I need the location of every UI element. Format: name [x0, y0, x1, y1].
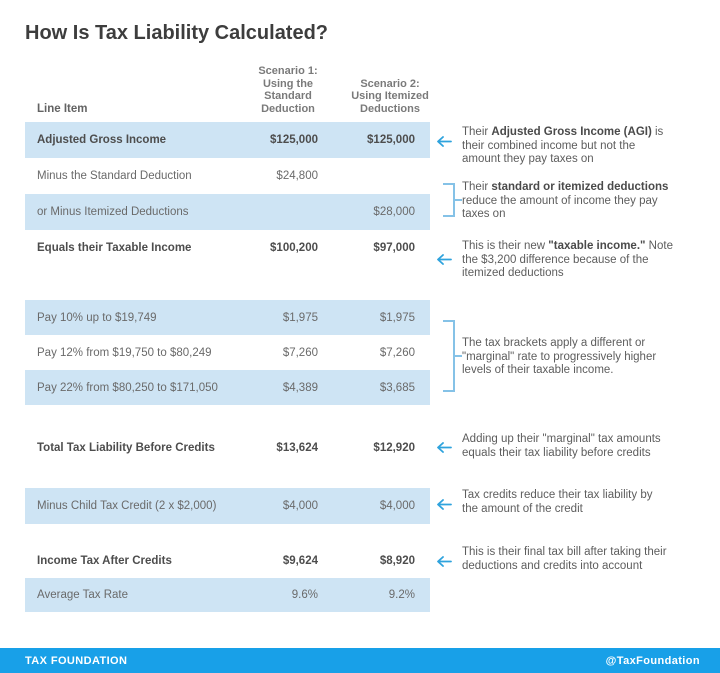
table-group [25, 488, 430, 524]
table-row [25, 578, 430, 612]
scenario2-value: $4,000 [379, 500, 415, 512]
scenario2-value: $12,920 [373, 442, 415, 454]
row-label: Minus Child Tax Credit (2 x $2,000) [37, 500, 217, 512]
scenario1-value: $4,000 [282, 500, 318, 512]
left-arrow-icon [435, 440, 452, 458]
scenario1-value: $4,389 [282, 381, 318, 394]
annotation-text: Their Adjusted Gross Income (AGI) is their combined income but not the amount they pay taxes on [462, 126, 664, 165]
row-label: Average Tax Rate [37, 589, 128, 601]
table-row [25, 300, 430, 335]
row-label: Total Tax Liability Before Credits [37, 442, 215, 454]
column-header-line-item: Line Item [37, 102, 88, 115]
left-arrow-icon [435, 554, 452, 572]
scenario1-value: $125,000 [270, 134, 318, 146]
scenario1-value: $9,624 [282, 555, 318, 567]
table-group [25, 300, 430, 405]
tax-table [25, 65, 430, 612]
table-group [25, 122, 430, 266]
left-arrow-icon [435, 252, 452, 270]
scenario1-value: $7,260 [282, 346, 318, 359]
footer-bar [0, 648, 720, 673]
scenario1-value: $100,200 [270, 242, 318, 254]
table-group [25, 544, 430, 612]
scenario1-value: 9.6% [291, 589, 318, 601]
page-title: How Is Tax Liability Calculated? [25, 22, 329, 44]
table-row [25, 158, 430, 194]
table-row [25, 544, 430, 578]
row-label: Income Tax After Credits [37, 555, 172, 567]
scenario2-value: $7,260 [379, 346, 415, 359]
scenario2-value: $3,685 [379, 381, 415, 394]
table-row [25, 430, 430, 466]
annotation-text: Adding up their "marginal" tax amounts equals their tax liability before credits [462, 433, 661, 459]
table-row [25, 230, 430, 266]
table-header [25, 65, 430, 122]
brand-name: TAX FOUNDATION [25, 654, 128, 667]
bracket-icon [443, 320, 455, 392]
scenario1-value: $1,975 [282, 311, 318, 324]
table-row [25, 370, 430, 405]
column-header-scenario1: Scenario 1: Using the Standard Deduction [258, 65, 318, 115]
table-row [25, 488, 430, 524]
annotation-text: Tax credits reduce their tax liability by the amount of the credit [462, 489, 653, 515]
table-row [25, 335, 430, 370]
row-label: Equals their Taxable Income [37, 242, 192, 254]
scenario1-value: $13,624 [276, 442, 318, 454]
annotation-text: Their standard or itemized deductions reduce the amount of income they pay taxes on [462, 181, 669, 220]
table-row [25, 194, 430, 230]
scenario2-value: 9.2% [388, 589, 415, 601]
row-label: Pay 22% from $80,250 to $171,050 [37, 381, 218, 394]
twitter-handle[interactable]: @TaxFoundation [605, 654, 700, 667]
annotation-text: The tax brackets apply a different or "marginal" rate to progressively higher levels of their taxable income. [462, 337, 657, 376]
scenario2-value: $125,000 [367, 134, 415, 146]
row-label: Adjusted Gross Income [37, 134, 167, 146]
column-header-scenario2: Scenario 2: Using Itemized Deductions [351, 77, 429, 115]
scenario1-value: $24,800 [276, 170, 318, 182]
table-row [25, 122, 430, 158]
scenario2-value: $28,000 [373, 206, 415, 218]
scenario2-value: $8,920 [379, 555, 415, 567]
scenario2-value: $1,975 [379, 311, 415, 324]
row-label: Pay 10% up to $19,749 [37, 311, 157, 324]
row-label: Minus the Standard Deduction [37, 170, 192, 182]
bracket-icon [443, 183, 455, 217]
table-body [25, 122, 430, 612]
table-group [25, 430, 430, 466]
annotation-text: This is their new "taxable income." Note the $3,200 difference because of the itemized deductions [462, 240, 673, 279]
left-arrow-icon [435, 497, 452, 515]
annotation-text: This is their final tax bill after taking their deductions and credits into account [462, 546, 667, 572]
row-label: or Minus Itemized Deductions [37, 206, 189, 218]
scenario2-value: $97,000 [373, 242, 415, 254]
left-arrow-icon [435, 134, 452, 152]
row-label: Pay 12% from $19,750 to $80,249 [37, 346, 212, 359]
